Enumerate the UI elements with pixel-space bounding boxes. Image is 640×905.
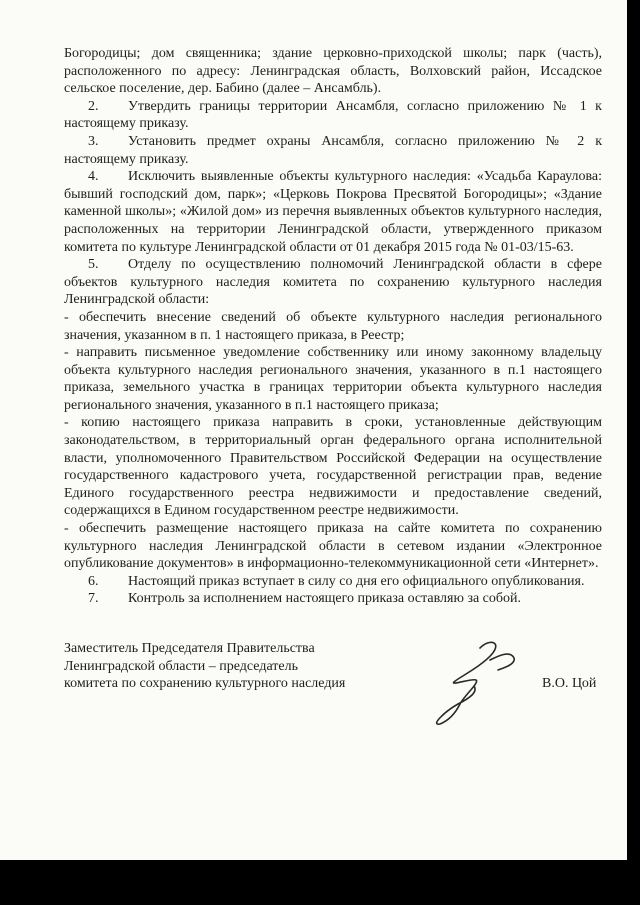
item-number: 2. — [88, 98, 99, 114]
dash-item: - обеспечить внесение сведений об объекте культурного наследия регионального значения, указанном в п. 1 настоящего приказа, в Реестр; — [64, 309, 602, 343]
item-number: 5. — [88, 257, 99, 273]
dash-item: - копию настоящего приказа направить в сроки, установленные действующим законодательством, в территориальный орган федерального органа исполнительной власти, уполномоченного Правительством Российской Федерации на осуществление государственного кадастрового учета, государственной регистрации прав, ведение Единого государственного реестра недвижимости и предоставление сведений, содержащихся в Едином государственном реестре недвижимости. — [64, 415, 602, 519]
item-text: Установить предмет охраны Ансамбля, согласно приложению № 2 к настоящему приказу. — [64, 133, 602, 167]
signatory-line-2: Ленинградской области – председатель — [64, 658, 299, 674]
signatory-title — [64, 640, 345, 693]
intro-paragraph: Богородицы; дом священника; здание церковно-приходской школы; парк (часть), расположенного по адресу: Ленинградская область, Волховский район, Иссадское сельское поселение, дер. Бабино (далее – Ансамбль). — [64, 46, 602, 97]
item-number: 7. — [88, 591, 99, 607]
signatory-name: В.О. Цой — [542, 676, 597, 691]
scan-edge-band — [0, 860, 640, 905]
item-text: Утвердить границы территории Ансамбля, согласно приложению № 1 к настоящему приказу. — [64, 98, 602, 132]
signatory-line-3: комитета по сохранению культурного наследия — [64, 676, 346, 692]
item-3 — [64, 133, 602, 168]
item-number: 4. — [88, 169, 99, 185]
item-text: Настоящий приказ вступает в силу со дня его официального опубликования. — [128, 573, 585, 589]
item-4 — [64, 168, 602, 256]
document-body — [64, 45, 602, 608]
item-number: 6. — [88, 573, 99, 589]
dash-item: - обеспечить размещение настоящего приказа на сайте комитета по сохранению культурного наследия Ленинградской области в сетевом издании «Электронное опубликование документов» в информационно-телекоммуникационной сети «Интернет». — [64, 521, 602, 572]
item-6 — [64, 573, 602, 591]
item-text: Исключить выявленные объекты культурного наследия: «Усадьба Караулова: бывший господский дом, парк»; «Церковь Покрова Пресвятой Богородицы»; «Здание каменной школы»; «Жилой дом» из перечня выявленных объектов культурного наследия, расположенных на территории Ленинградской области, утвержденного приказом комитета по культуре Ленинградской области от 01 декабря 2015 года № 01-03/15-63. — [64, 169, 602, 255]
handwritten-signature — [420, 620, 530, 730]
item-text: Отделу по осуществлению полномочий Ленинградской области в сфере объектов культурного наследия комитета по сохранению культурного наследия Ленинградской области: — [64, 257, 602, 308]
signatory-line-1: Заместитель Председателя Правительства — [64, 641, 315, 656]
item-5 — [64, 256, 602, 309]
item-7 — [64, 590, 602, 608]
dash-item: - направить письменное уведомление собственнику или иному законному владельцу объекта культурного наследия регионального значения, указанного в п.1 настоящего приказа, земельного участка в границах территории объекта культурного наследия регионального значения, указанного в п.1 настоящего приказа; — [64, 345, 602, 413]
item-2 — [64, 98, 602, 133]
item-number: 3. — [88, 133, 99, 149]
item-text: Контроль за исполнением настоящего приказа оставляю за собой. — [128, 591, 522, 607]
